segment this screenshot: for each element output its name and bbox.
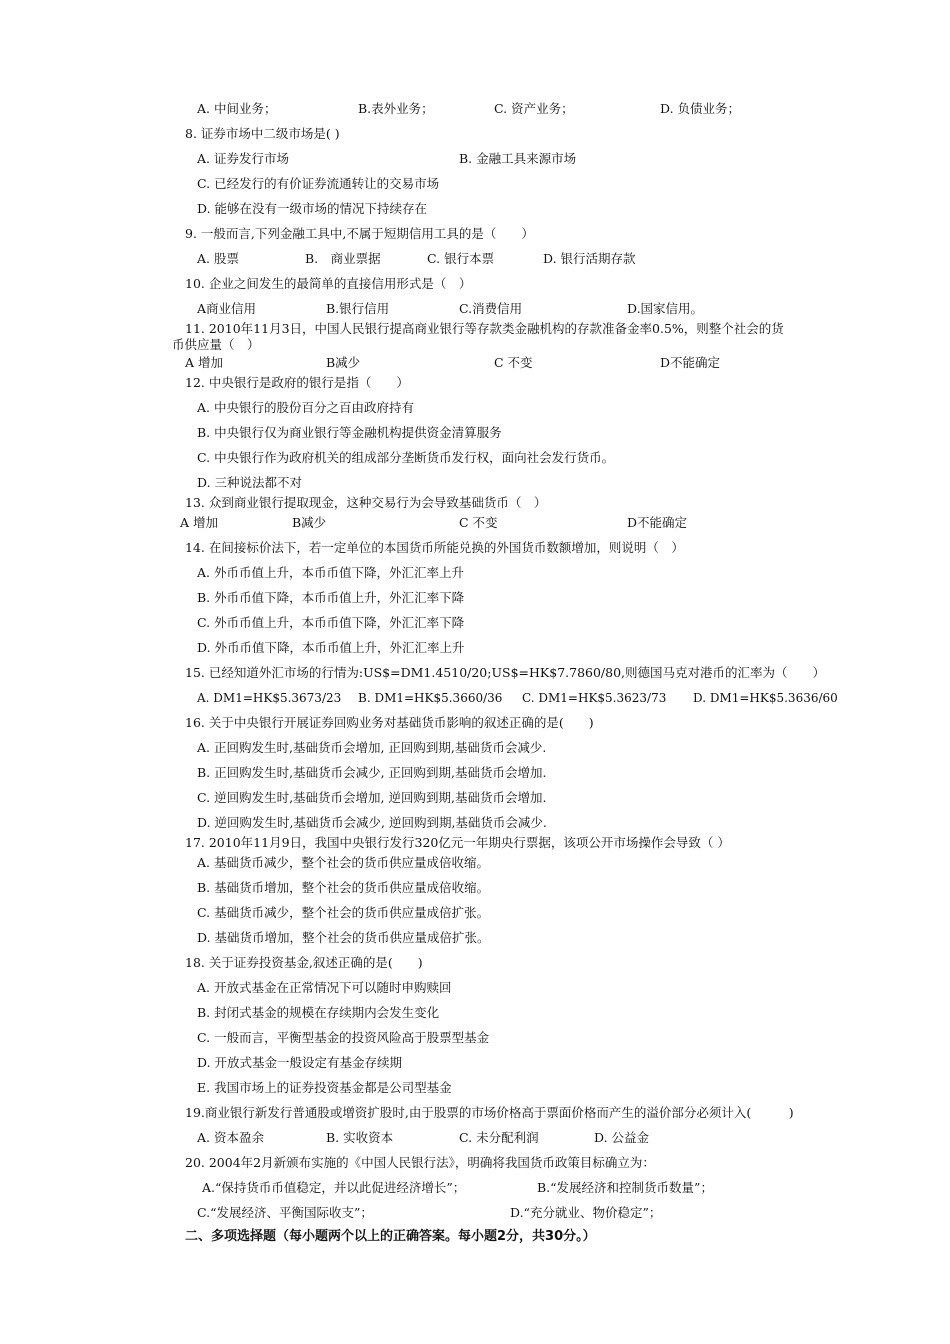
q20-option-c: C.“发展经济、平衡国际收支”； <box>197 1205 373 1220</box>
question-16: 16. 关于中央银行开展证券回购业务对基础货币影响的叙述正确的是( ) <box>185 715 594 730</box>
question-14: 14. 在间接标价法下，若一定单位的本国货币所能兑换的外国货币数额增加，则说明（ ） <box>185 540 684 555</box>
q13-option-d: D不能确定 <box>627 515 688 530</box>
q18-option-b: B. 封闭式基金的规模在存续期内会发生变化 <box>197 1005 440 1020</box>
q8-option-a: A. 证券发行市场 <box>197 151 289 166</box>
q13-option-c: C 不变 <box>459 515 498 530</box>
q18-option-d: D. 开放式基金一般设定有基金存续期 <box>197 1055 403 1070</box>
q12-option-a: A. 中央银行的股份百分之百由政府持有 <box>197 400 414 415</box>
q19-option-d: D. 公益金 <box>594 1130 650 1145</box>
q20-option-b: B.“发展经济和控制货币数量”； <box>537 1180 713 1195</box>
q15-option-d: D. DM1=HK$5.3636/60 <box>693 691 838 705</box>
question-9: 9. 一般而言,下列金融工具中,不属于短期信用工具的是（ ） <box>185 226 534 241</box>
question-10: 10. 企业之间发生的最简单的直接信用形式是（ ） <box>185 276 472 291</box>
q19-option-b: B. 实收资本 <box>326 1130 394 1145</box>
q10-option-d: D.国家信用。 <box>627 301 704 316</box>
q10-option-a: A商业信用 <box>197 301 257 316</box>
question-11-line1: 11. 2010年11月3日，中国人民银行提高商业银行等存款类金融机构的存款准备金率0.5%，则整个社会的货 <box>185 321 784 336</box>
question-18: 18. 关于证券投资基金,叙述正确的是( ) <box>185 955 423 970</box>
question-13: 13. 众到商业银行提取现金，这种交易行为会导致基础货币（ ） <box>185 495 547 510</box>
q18-option-a: A. 开放式基金在正常情况下可以随时申购赎回 <box>197 980 452 995</box>
question-15: 15. 已经知道外汇市场的行情为:US$=DM1.4510/20;US$=HK$7.7860/80,则德国马克对港币的汇率为（ ） <box>185 665 826 680</box>
question-20: 20. 2004年2月新颁布实施的《中国人民银行法》，明确将我国货币政策目标确立为： <box>185 1155 655 1170</box>
q15-option-c: C. DM1=HK$5.3623/73 <box>522 691 667 705</box>
q8-option-b: B. 金融工具来源市场 <box>459 151 577 166</box>
q14-option-a: A. 外币币值上升，本币币值下降，外汇汇率上升 <box>197 565 464 580</box>
q9-option-c: C. 银行本票 <box>427 251 495 266</box>
question-8: 8. 证券市场中二级市场是( ) <box>185 126 340 141</box>
q10-option-b: B.银行信用 <box>326 301 390 316</box>
question-11-line2: 币供应量（ ） <box>172 337 260 352</box>
q16-option-d: D. 逆回购发生时,基础货币会减少, 逆回购到期,基础货币会减少. <box>197 815 547 830</box>
q14-option-b: B. 外币币值下降，本币币值上升，外汇汇率下降 <box>197 590 465 605</box>
q9-option-b: B. 商业票据 <box>305 251 381 266</box>
q20-option-d: D.“充分就业、物价稳定”； <box>510 1205 662 1220</box>
q12-option-b: B. 中央银行仅为商业银行等金融机构提供资金清算服务 <box>197 425 502 440</box>
q8-option-c: C. 已经发行的有价证券流通转让的交易市场 <box>197 176 440 191</box>
q14-option-c: C. 外币币值上升，本币币值下降，外汇汇率下降 <box>197 615 465 630</box>
q19-option-c: C. 未分配利润 <box>459 1130 539 1145</box>
q7-option-b: B.表外业务； <box>358 101 434 116</box>
q17-option-b: B. 基础货币增加，整个社会的货币供应量成倍收缩。 <box>197 880 490 895</box>
q13-option-b: B减少 <box>292 515 327 530</box>
q20-option-a: A.“保持货币币值稳定，并以此促进经济增长”； <box>202 1180 466 1195</box>
q14-option-d: D. 外币币值下降，本币币值上升，外汇汇率上升 <box>197 640 465 655</box>
q18-option-c: C. 一般而言，平衡型基金的投资风险高于股票型基金 <box>197 1030 490 1045</box>
q11-option-b: B减少 <box>326 355 361 370</box>
q16-option-b: B. 正回购发生时,基础货币会减少, 正回购到期,基础货币会增加. <box>197 765 547 780</box>
q12-option-d: D. 三种说法都不对 <box>197 475 303 490</box>
q15-option-b: B. DM1=HK$5.3660/36 <box>358 691 503 705</box>
q11-option-c: C 不变 <box>494 355 533 370</box>
q15-option-a: A. DM1=HK$5.3673/23 <box>197 691 342 705</box>
q19-option-a: A. 资本盈余 <box>197 1130 264 1145</box>
section-heading-multiple-choice: 二、多项选择题（每小题两个以上的正确答案。每小题2分，共30分。） <box>185 1229 596 1244</box>
q7-option-d: D. 负债业务； <box>660 101 741 116</box>
q16-option-a: A. 正回购发生时,基础货币会增加, 正回购到期,基础货币会减少. <box>197 740 547 755</box>
q9-option-d: D. 银行活期存款 <box>543 251 636 266</box>
q12-option-c: C. 中央银行作为政府机关的组成部分垄断货币发行权，面向社会发行货币。 <box>197 450 615 465</box>
q18-option-e: E. 我国市场上的证券投资基金都是公司型基金 <box>197 1080 452 1095</box>
q17-option-c: C. 基础货币减少，整个社会的货币供应量成倍扩张。 <box>197 905 490 920</box>
q7-option-a: A. 中间业务； <box>197 101 277 116</box>
q7-option-c: C. 资产业务； <box>494 101 574 116</box>
q9-option-a: A. 股票 <box>197 251 239 266</box>
q13-option-a: A 增加 <box>180 515 219 530</box>
question-12: 12. 中央银行是政府的银行是指（ ） <box>185 375 409 390</box>
q16-option-c: C. 逆回购发生时,基础货币会增加, 逆回购到期,基础货币会增加. <box>197 790 547 805</box>
q17-option-a: A. 基础货币减少，整个社会的货币供应量成倍收缩。 <box>197 855 489 870</box>
q8-option-d: D. 能够在没有一级市场的情况下持续存在 <box>197 201 428 216</box>
question-19: 19.商业银行新发行普通股或增资扩股时,由于股票的市场价格高于票面价格而产生的溢价部分必须计入( ) <box>185 1105 794 1120</box>
question-17: 17. 2010年11月9日，我国中央银行发行320亿元一年期央行票据，该项公开市场操作会导致（ ） <box>185 835 730 850</box>
q10-option-c: C.消费信用 <box>459 301 523 316</box>
q11-option-d: D不能确定 <box>660 355 721 370</box>
q17-option-d: D. 基础货币增加，整个社会的货币供应量成倍扩张。 <box>197 930 490 945</box>
q11-option-a: A 增加 <box>185 355 224 370</box>
